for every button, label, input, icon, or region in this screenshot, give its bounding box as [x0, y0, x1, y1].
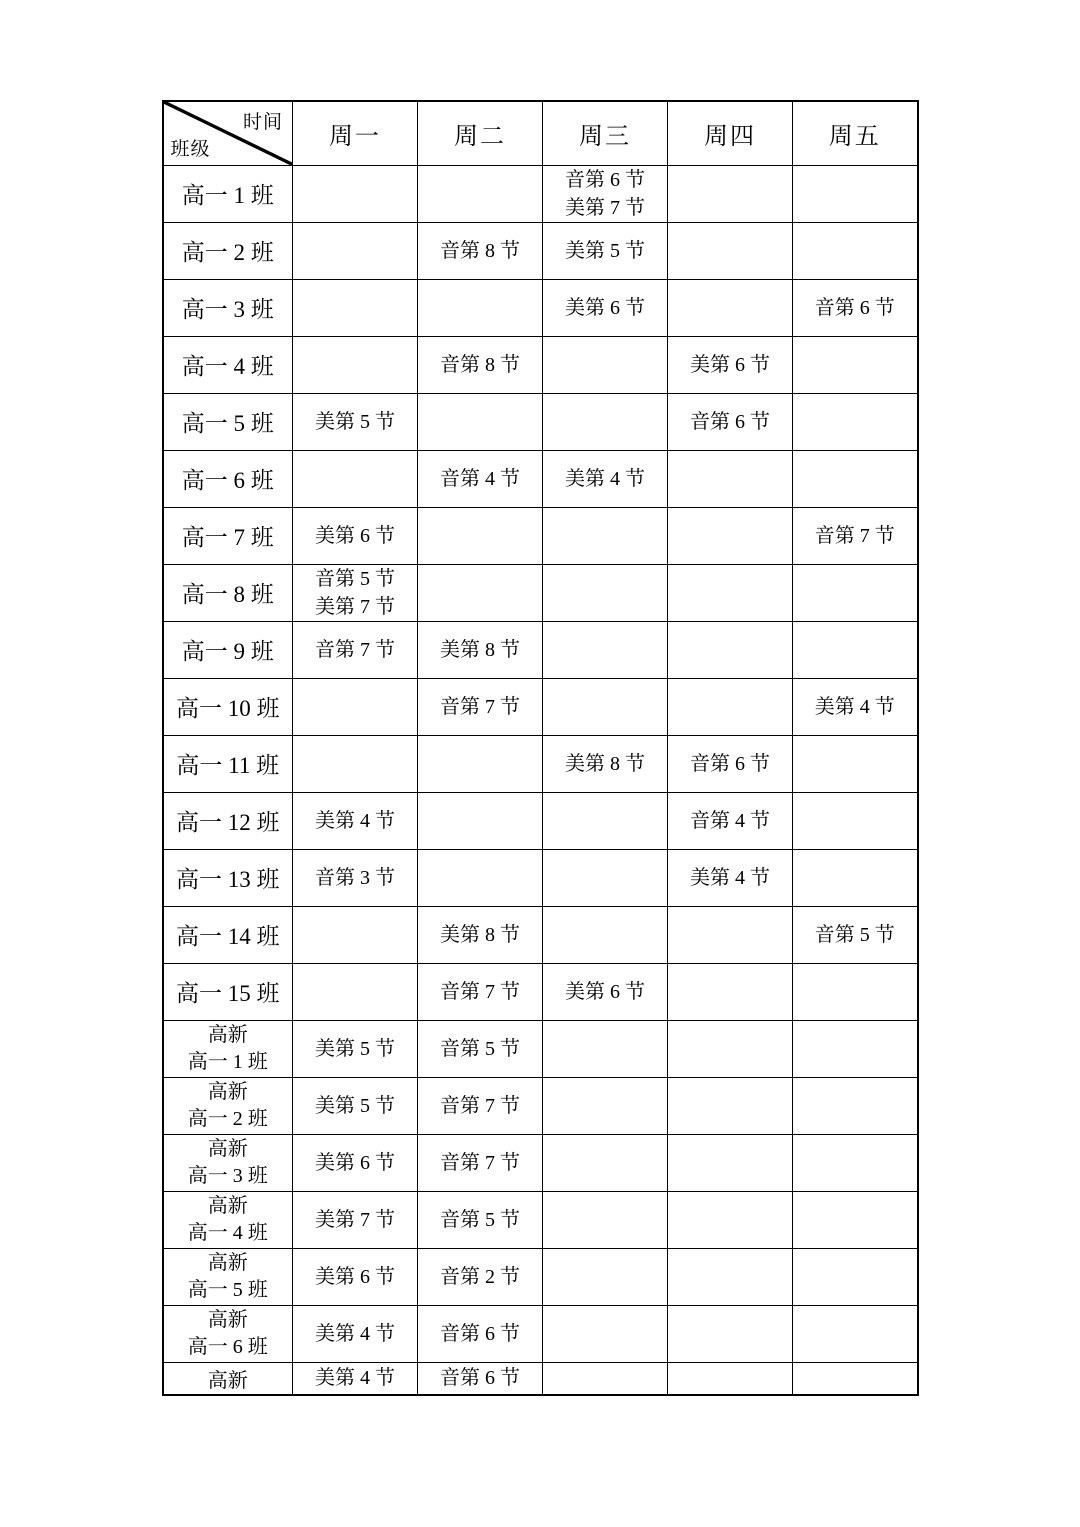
schedule-cell — [668, 507, 793, 564]
row-label: 高一 15 班 — [163, 963, 293, 1020]
schedule-cell — [418, 564, 543, 621]
schedule-cell — [668, 1248, 793, 1305]
schedule-cell: 音第 3 节 — [293, 849, 418, 906]
schedule-cell — [293, 165, 418, 222]
schedule-cell — [418, 792, 543, 849]
schedule-cell — [543, 1134, 668, 1191]
schedule-cell — [293, 450, 418, 507]
schedule-cell: 美第 4 节 — [668, 849, 793, 906]
schedule-cell — [293, 336, 418, 393]
schedule-cell: 音第 7 节 — [293, 621, 418, 678]
schedule-cell: 音第 7 节 — [793, 507, 918, 564]
row-label: 高一 4 班 — [163, 336, 293, 393]
schedule-cell — [668, 678, 793, 735]
schedule-cell: 音第 7 节 — [418, 1134, 543, 1191]
schedule-cell: 美第 5 节 — [293, 1077, 418, 1134]
schedule-cell: 美第 6 节 — [293, 1134, 418, 1191]
corner-cell — [163, 101, 293, 165]
schedule-cell: 美第 4 节 — [293, 1362, 418, 1395]
table-row — [163, 450, 918, 507]
table-row — [163, 1077, 918, 1134]
day-header-tue: 周二 — [418, 101, 543, 165]
schedule-cell — [668, 222, 793, 279]
schedule-cell — [793, 1077, 918, 1134]
row-label: 高新 — [163, 1362, 293, 1395]
schedule-cell — [543, 507, 668, 564]
schedule-cell — [793, 963, 918, 1020]
table-row — [163, 1362, 918, 1395]
row-label: 高新 高一 3 班 — [163, 1134, 293, 1191]
schedule-cell — [543, 1191, 668, 1248]
schedule-cell: 美第 5 节 — [543, 222, 668, 279]
schedule-cell — [418, 393, 543, 450]
schedule-cell — [543, 1305, 668, 1362]
schedule-cell — [543, 849, 668, 906]
schedule-cell: 美第 7 节 — [293, 1191, 418, 1248]
schedule-cell: 音第 5 节 美第 7 节 — [293, 564, 418, 621]
schedule-cell: 美第 5 节 — [293, 393, 418, 450]
day-header-fri: 周五 — [793, 101, 918, 165]
schedule-cell — [543, 678, 668, 735]
header-row — [163, 101, 918, 165]
schedule-cell: 音第 6 节 — [668, 735, 793, 792]
schedule-cell — [793, 1020, 918, 1077]
schedule-cell: 音第 4 节 — [418, 450, 543, 507]
row-label: 高一 6 班 — [163, 450, 293, 507]
schedule-cell: 音第 5 节 — [793, 906, 918, 963]
schedule-cell: 音第 7 节 — [418, 1077, 543, 1134]
schedule-cell — [793, 849, 918, 906]
row-label: 高一 8 班 — [163, 564, 293, 621]
table-row — [163, 1305, 918, 1362]
schedule-cell — [668, 450, 793, 507]
schedule-cell — [543, 792, 668, 849]
schedule-cell: 美第 8 节 — [418, 621, 543, 678]
schedule-cell — [668, 1077, 793, 1134]
schedule-cell — [543, 1020, 668, 1077]
schedule-cell: 音第 7 节 — [418, 678, 543, 735]
schedule-cell — [668, 279, 793, 336]
schedule-cell — [793, 564, 918, 621]
table-row — [163, 222, 918, 279]
schedule-cell: 音第 8 节 — [418, 336, 543, 393]
schedule-cell — [543, 393, 668, 450]
schedule-cell — [543, 1077, 668, 1134]
schedule-cell — [668, 1191, 793, 1248]
schedule-cell: 美第 4 节 — [543, 450, 668, 507]
schedule-cell: 音第 6 节 — [418, 1362, 543, 1395]
schedule-cell: 音第 6 节 — [418, 1305, 543, 1362]
row-label: 高一 2 班 — [163, 222, 293, 279]
schedule-cell — [668, 1020, 793, 1077]
table-row — [163, 906, 918, 963]
table-row — [163, 621, 918, 678]
table-row — [163, 1020, 918, 1077]
schedule-cell — [418, 849, 543, 906]
schedule-cell — [793, 1305, 918, 1362]
schedule-cell — [793, 393, 918, 450]
schedule-cell: 音第 5 节 — [418, 1191, 543, 1248]
row-label: 高一 5 班 — [163, 393, 293, 450]
class-schedule-table — [162, 100, 919, 1396]
schedule-cell — [543, 564, 668, 621]
schedule-cell — [793, 336, 918, 393]
schedule-cell — [668, 963, 793, 1020]
schedule-cell — [793, 1362, 918, 1395]
schedule-cell: 音第 5 节 — [418, 1020, 543, 1077]
schedule-cell — [293, 678, 418, 735]
schedule-cell — [793, 1191, 918, 1248]
schedule-cell: 美第 6 节 — [543, 279, 668, 336]
schedule-cell — [793, 450, 918, 507]
schedule-cell — [293, 963, 418, 1020]
schedule-cell — [293, 906, 418, 963]
row-label: 高一 12 班 — [163, 792, 293, 849]
table-body — [163, 165, 918, 1395]
schedule-cell: 音第 2 节 — [418, 1248, 543, 1305]
schedule-cell — [793, 165, 918, 222]
schedule-cell — [668, 906, 793, 963]
schedule-cell — [293, 222, 418, 279]
schedule-cell — [543, 1248, 668, 1305]
schedule-cell — [793, 1134, 918, 1191]
row-label: 高一 14 班 — [163, 906, 293, 963]
schedule-cell: 美第 5 节 — [293, 1020, 418, 1077]
schedule-cell — [293, 279, 418, 336]
schedule-cell — [793, 1248, 918, 1305]
table-row — [163, 849, 918, 906]
schedule-cell: 美第 4 节 — [793, 678, 918, 735]
row-label: 高新 高一 6 班 — [163, 1305, 293, 1362]
corner-time-label: 时间 — [242, 112, 283, 133]
table-row — [163, 1191, 918, 1248]
row-label: 高一 10 班 — [163, 678, 293, 735]
schedule-cell — [793, 222, 918, 279]
table-row — [163, 1248, 918, 1305]
table-row — [163, 564, 918, 621]
schedule-cell — [543, 336, 668, 393]
row-label: 高新 高一 4 班 — [163, 1191, 293, 1248]
table-row — [163, 678, 918, 735]
schedule-cell — [668, 1134, 793, 1191]
schedule-cell: 美第 8 节 — [418, 906, 543, 963]
corner-class-label: 班级 — [170, 138, 211, 160]
table-row — [163, 279, 918, 336]
schedule-cell — [543, 621, 668, 678]
schedule-cell — [418, 735, 543, 792]
table-row — [163, 507, 918, 564]
schedule-cell: 美第 4 节 — [293, 1305, 418, 1362]
table-row — [163, 393, 918, 450]
schedule-cell: 音第 7 节 — [418, 963, 543, 1020]
row-label: 高一 11 班 — [163, 735, 293, 792]
table-row — [163, 1134, 918, 1191]
table-row — [163, 735, 918, 792]
row-label: 高一 7 班 — [163, 507, 293, 564]
row-label: 高一 3 班 — [163, 279, 293, 336]
row-label: 高新 高一 5 班 — [163, 1248, 293, 1305]
row-label: 高新 高一 1 班 — [163, 1020, 293, 1077]
schedule-cell: 美第 4 节 — [293, 792, 418, 849]
schedule-cell: 音第 6 节 — [793, 279, 918, 336]
schedule-cell: 美第 8 节 — [543, 735, 668, 792]
day-header-thu: 周四 — [668, 101, 793, 165]
schedule-cell — [793, 735, 918, 792]
schedule-cell — [418, 165, 543, 222]
table-row — [163, 792, 918, 849]
schedule-cell — [668, 621, 793, 678]
row-label: 高一 1 班 — [163, 165, 293, 222]
schedule-cell — [668, 1362, 793, 1395]
schedule-cell — [543, 906, 668, 963]
table-row — [163, 165, 918, 222]
row-label: 高一 9 班 — [163, 621, 293, 678]
schedule-cell: 美第 6 节 — [293, 1248, 418, 1305]
table-row — [163, 963, 918, 1020]
schedule-cell: 音第 8 节 — [418, 222, 543, 279]
row-label: 高一 13 班 — [163, 849, 293, 906]
table-row — [163, 336, 918, 393]
schedule-cell — [668, 1305, 793, 1362]
row-label: 高新 高一 2 班 — [163, 1077, 293, 1134]
day-header-wed: 周三 — [543, 101, 668, 165]
schedule-cell — [293, 735, 418, 792]
schedule-cell — [418, 507, 543, 564]
schedule-cell — [668, 564, 793, 621]
schedule-cell: 音第 6 节 美第 7 节 — [543, 165, 668, 222]
schedule-cell: 美第 6 节 — [293, 507, 418, 564]
schedule-cell — [418, 279, 543, 336]
schedule-cell — [793, 621, 918, 678]
schedule-cell: 音第 4 节 — [668, 792, 793, 849]
day-header-mon: 周一 — [293, 101, 418, 165]
schedule-cell — [668, 165, 793, 222]
schedule-cell — [543, 1362, 668, 1395]
schedule-cell: 美第 6 节 — [668, 336, 793, 393]
schedule-cell — [793, 792, 918, 849]
schedule-cell: 美第 6 节 — [543, 963, 668, 1020]
schedule-cell: 音第 6 节 — [668, 393, 793, 450]
